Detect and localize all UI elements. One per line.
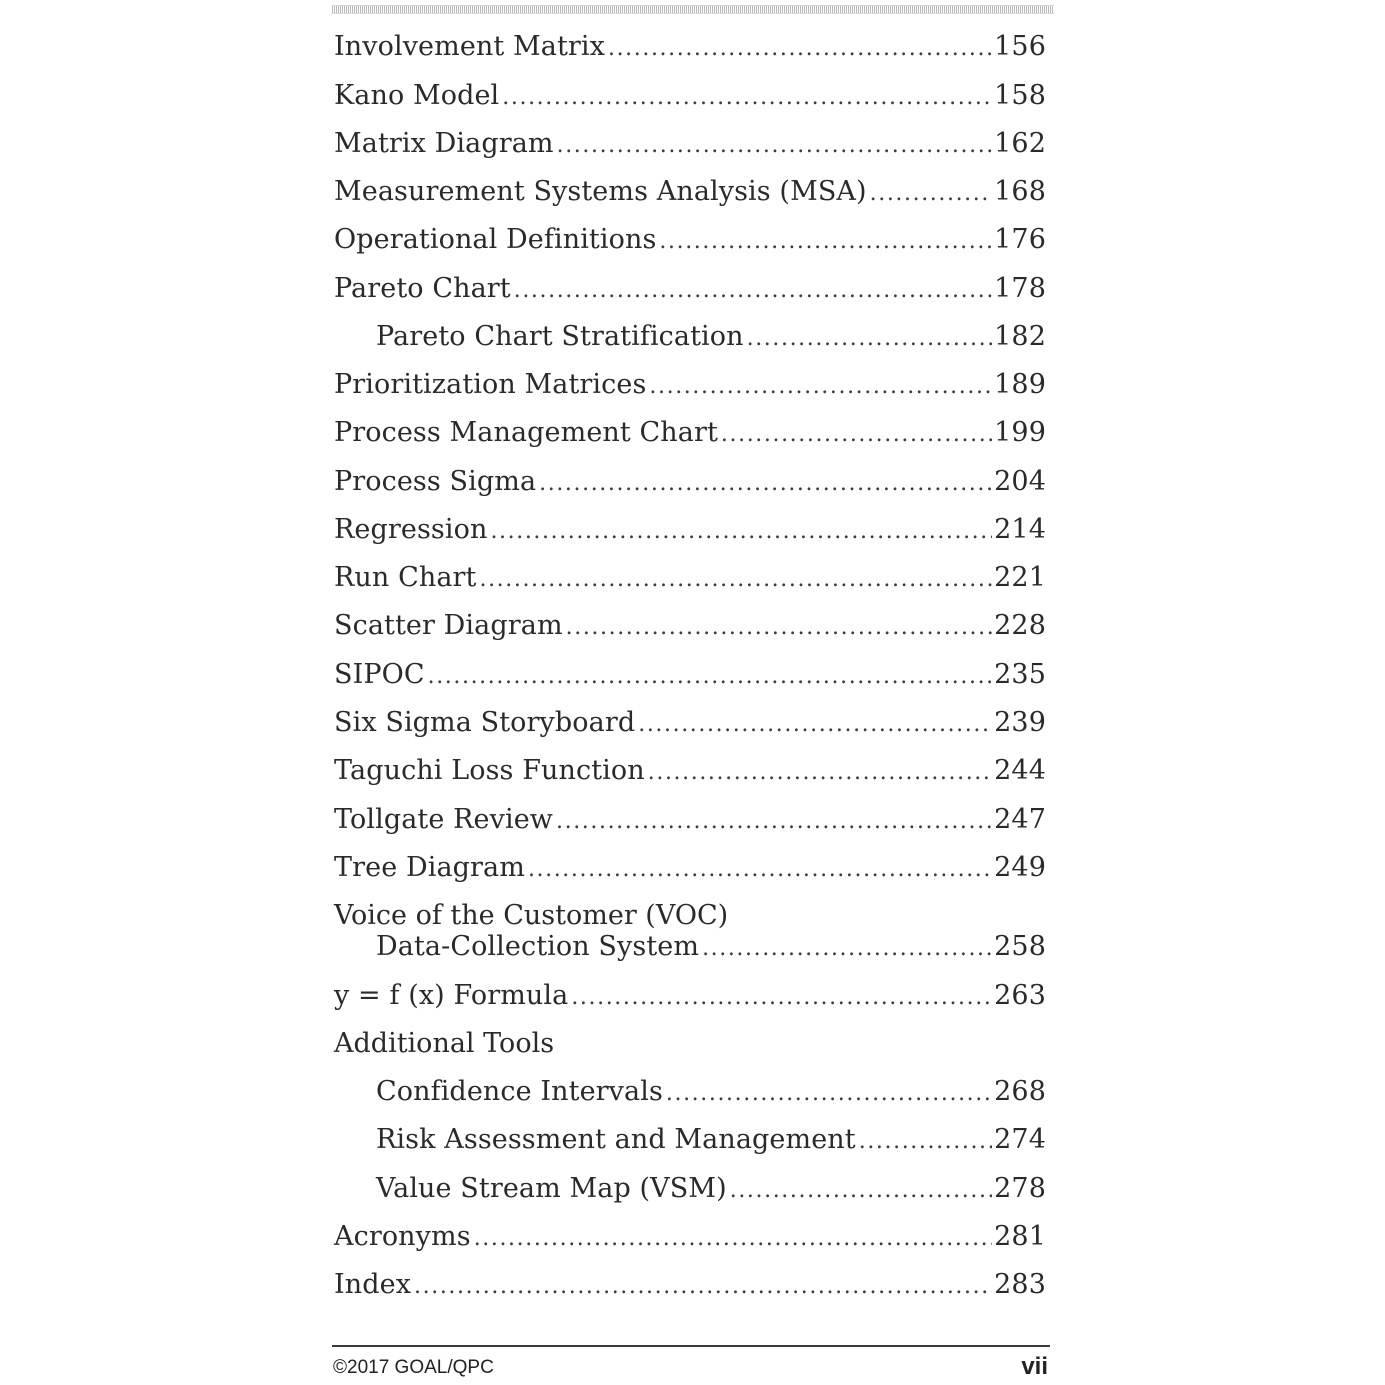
toc-entry-title: SIPOC: [334, 659, 425, 690]
toc-entry-title: Process Sigma: [334, 466, 537, 497]
toc-entry-page: 283: [994, 1269, 1046, 1300]
dot-leader: [539, 466, 992, 502]
toc-entry-title: Data-Collection System: [376, 931, 700, 962]
toc-entry-page: 162: [994, 128, 1046, 159]
toc-entry[interactable]: [334, 512, 1046, 548]
toc-entry-title: Involvement Matrix: [334, 31, 605, 62]
dot-leader: [557, 128, 993, 164]
toc-entry-page: 258: [994, 931, 1046, 962]
toc-entry-title: y = f (x) Formula: [334, 980, 569, 1011]
toc-entry-title: Pareto Chart Stratification: [376, 321, 744, 352]
dot-leader: [490, 514, 992, 550]
dot-leader: [702, 931, 992, 967]
toc-entry-page: 168: [994, 176, 1046, 207]
dot-leader: [648, 755, 992, 791]
dot-leader: [666, 1076, 992, 1112]
dot-leader: [556, 804, 992, 840]
toc-entry[interactable]: [334, 29, 1046, 65]
toc-entry-title: Tree Diagram: [334, 852, 525, 883]
dot-leader: [571, 980, 992, 1016]
toc-entry-page: 281: [994, 1221, 1046, 1252]
toc-entry[interactable]: [334, 753, 1046, 789]
toc-entry[interactable]: [334, 271, 1046, 307]
page-number: vii: [1021, 1353, 1048, 1380]
toc-entry-page: 235: [994, 659, 1046, 690]
toc-entry[interactable]: [334, 802, 1046, 838]
dot-leader: [649, 369, 992, 405]
toc-entry-page: 278: [994, 1173, 1046, 1204]
dot-leader: [566, 610, 993, 646]
toc-entry-title: Confidence Intervals: [376, 1076, 663, 1107]
toc-entry[interactable]: [334, 705, 1046, 741]
toc-entry-page: 244: [994, 755, 1046, 786]
dot-leader: [747, 321, 993, 357]
toc-subentry[interactable]: [376, 1122, 1046, 1158]
toc-entry-title: Run Chart: [334, 562, 477, 593]
toc-entry[interactable]: [334, 657, 1046, 693]
dot-leader: [730, 1173, 992, 1209]
dot-leader: [414, 1269, 992, 1305]
dot-leader: [721, 417, 992, 453]
table-of-contents: [334, 0, 1046, 1330]
toc-entry-page: 263: [994, 980, 1046, 1011]
dot-leader: [480, 562, 993, 598]
dot-leader: [608, 31, 992, 67]
toc-entry-page: 268: [994, 1076, 1046, 1107]
dot-leader: [502, 80, 992, 116]
toc-subentry[interactable]: [376, 929, 1046, 965]
toc-entry-heading[interactable]: Voice of the Customer (VOC): [334, 900, 729, 931]
toc-section-heading: Additional Tools: [334, 1028, 555, 1059]
toc-subentry[interactable]: [376, 1074, 1046, 1110]
copyright-notice: ©2017 GOAL/QPC: [333, 1357, 494, 1378]
toc-entry-title: Regression: [334, 514, 488, 545]
toc-entry[interactable]: [334, 78, 1046, 114]
dot-leader: [638, 707, 992, 743]
toc-entry-page: 228: [994, 610, 1046, 641]
toc-entry[interactable]: [334, 850, 1046, 886]
toc-entry-title: Kano Model: [334, 80, 500, 111]
toc-entry-title: Pareto Chart: [334, 273, 511, 304]
dot-leader: [514, 273, 992, 309]
toc-entry-title: Scatter Diagram: [334, 610, 563, 641]
dot-leader: [428, 659, 993, 695]
toc-entry-title: Six Sigma Storyboard: [334, 707, 636, 738]
dot-leader: [528, 852, 992, 888]
toc-entry-title: Operational Definitions: [334, 224, 657, 255]
toc-entry-title: Prioritization Matrices: [334, 369, 647, 400]
toc-entry[interactable]: [334, 126, 1046, 162]
dot-leader: [859, 1124, 992, 1160]
toc-entry-title: Value Stream Map (VSM): [376, 1173, 727, 1204]
toc-entry[interactable]: [334, 560, 1046, 596]
toc-entry[interactable]: [334, 1267, 1046, 1303]
toc-entry-title: Measurement Systems Analysis (MSA): [334, 176, 867, 207]
dot-leader: [870, 176, 993, 212]
toc-entry-page: 189: [994, 369, 1046, 400]
toc-entry-page: 239: [994, 707, 1046, 738]
footer-rule: [332, 1345, 1050, 1347]
toc-entry-title: Acronyms: [334, 1221, 471, 1252]
toc-entry-title: Taguchi Loss Function: [334, 755, 645, 786]
toc-entry[interactable]: [334, 367, 1046, 403]
toc-entry-page: 178: [994, 273, 1046, 304]
toc-entry[interactable]: [334, 978, 1046, 1014]
toc-entry-title: Process Management Chart: [334, 417, 718, 448]
toc-entry-page: 158: [994, 80, 1046, 111]
toc-subentry[interactable]: [376, 319, 1046, 355]
toc-entry-title: Index: [334, 1269, 412, 1300]
toc-entry[interactable]: [334, 415, 1046, 451]
toc-entry-page: 247: [994, 804, 1046, 835]
toc-entry-page: 274: [994, 1124, 1046, 1155]
toc-entry[interactable]: [334, 464, 1046, 500]
toc-subentry[interactable]: [376, 1171, 1046, 1207]
toc-entry-title: Matrix Diagram: [334, 128, 554, 159]
toc-entry[interactable]: [334, 1219, 1046, 1255]
toc-entry-page: 214: [994, 514, 1046, 545]
toc-entry[interactable]: [334, 174, 1046, 210]
dot-leader: [474, 1221, 992, 1257]
toc-entry-page: 204: [994, 466, 1046, 497]
toc-entry[interactable]: [334, 222, 1046, 258]
toc-entry-title: Tollgate Review: [334, 804, 554, 835]
toc-entry-page: 182: [994, 321, 1046, 352]
toc-entry-page: 176: [994, 224, 1046, 255]
toc-entry-title: Risk Assessment and Management: [376, 1124, 856, 1155]
toc-entry-page: 221: [994, 562, 1046, 593]
toc-entry-page: 249: [994, 852, 1046, 883]
toc-entry[interactable]: [334, 608, 1046, 644]
dot-leader: [659, 224, 992, 260]
toc-entry-page: 199: [994, 417, 1046, 448]
toc-entry-page: 156: [994, 31, 1046, 62]
